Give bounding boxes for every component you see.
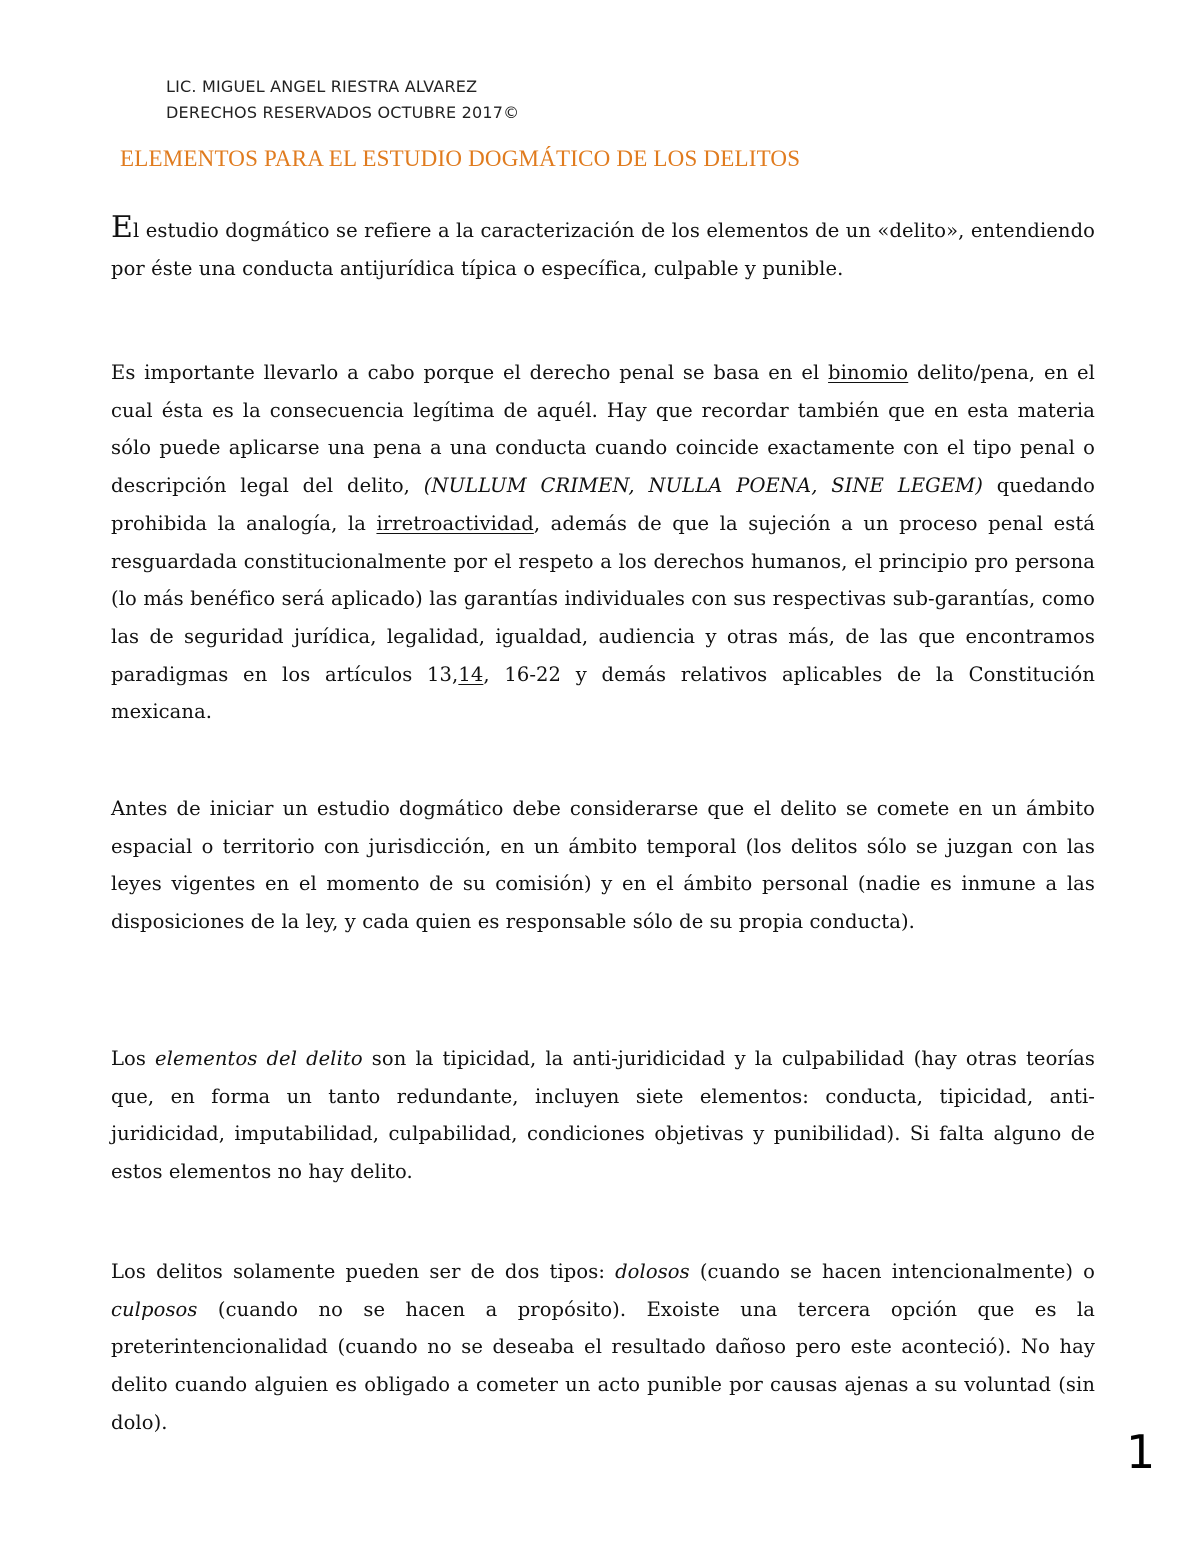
emphasis-dolosos: dolosos [615, 1260, 690, 1283]
latin-maxim: (NULLUM CRIMEN, NULLA POENA, SINE LEGEM) [423, 474, 983, 498]
paragraph-text: (cuando se hacen intencionalmente) o [689, 1260, 1095, 1283]
link-irretroactividad[interactable]: irretroactividad [376, 511, 534, 535]
paragraph-text: Es importante llevarlo a cabo porque el derecho penal se basa en el [111, 361, 829, 384]
paragraph-tipos [111, 1253, 1095, 1442]
emphasis-elementos: elementos del delito [155, 1047, 363, 1070]
paragraph-elementos [111, 1040, 1095, 1191]
paragraph-text: l estudio dogmático se refiere a la caracterización de los elementos de un «delito», entendiendo por éste una conducta antijurídica típica o específica, culpable y punible. [111, 219, 1095, 280]
paragraph-text: (cuando no se hacen a propósito). Exoiste una tercera opción que es la preterintencionalidad (cuando no se deseaba el resultado dañoso pero este aconteció). No hay delito cuando alguien es obligado a cometer un acto punible por causas ajenas a su voluntad (sin dolo). [111, 1297, 1095, 1434]
paragraph-text: , 16-22 y demás relativos aplicables de la Constitución mexicana. [111, 662, 1095, 724]
paragraph-text: Los delitos solamente pueden ser de dos tipos: [111, 1260, 616, 1283]
paragraph-ambitos [111, 790, 1095, 941]
drop-initial: E [111, 210, 133, 245]
paragraph-text: delito/pena, en el cual ésta es la consecuencia legítima de aquél. Hay que recordar también que en esta materia sólo puede aplicarse una pena a una conducta cuando coincide exactamente con el tipo penal o descripción legal del delito, [111, 361, 1095, 498]
rights-line: DERECHOS RESERVADOS OCTUBRE 2017© [166, 103, 520, 122]
paragraph-text: son la tipicidad, la anti-juridicidad y la culpabilidad (hay otras teorías que, en forma un tanto redundante, incluyen siete elementos: conducta, tipicidad, anti-juridicidad, imputabilidad, culpabilidad, condiciones objetivas y punibilidad). Si falta alguno de estos elementos no hay delito. [111, 1047, 1096, 1184]
paragraph-text: Los [111, 1047, 156, 1070]
link-articulo-14[interactable]: 14 [458, 662, 484, 686]
author-line: LIC. MIGUEL ANGEL RIESTRA ALVAREZ [166, 77, 478, 96]
document-title: ELEMENTOS PARA EL ESTUDIO DOGMÁTICO DE LOS DELITOS [120, 146, 801, 171]
paragraph-text: Antes de iniciar un estudio dogmático debe considerarse que el delito se comete en un ámbito espacial o territorio con jurisdicción, en un ámbito temporal (los delitos sólo se juzgan con las leyes vigentes en el momento de su comisión) y en el ámbito personal (nadie es inmune a las disposiciones de la ley, y cada quien es responsable sólo de su propia conducta). [111, 797, 1095, 934]
paragraph-intro [111, 212, 1095, 287]
page-number: 1 [1126, 1425, 1156, 1479]
paragraph-importance [111, 354, 1095, 731]
page-header [166, 74, 519, 126]
paragraph-text: , además de que la sujeción a un proceso penal está resguardada constitucionalmente por el respeto a los derechos humanos, el principio pro persona (lo más benéfico será aplicado) las garantías individuales con sus respectivas sub-garantías, como las de seguridad jurídica, legalidad, igualdad, audiencia y otras más, de las que encontramos paradigmas en los artículos 13, [111, 511, 1095, 686]
link-binomio[interactable]: binomio [828, 361, 909, 384]
paragraph-text: quedando prohibida la analogía, la [111, 474, 1095, 535]
emphasis-culposos: culposos [111, 1297, 198, 1321]
